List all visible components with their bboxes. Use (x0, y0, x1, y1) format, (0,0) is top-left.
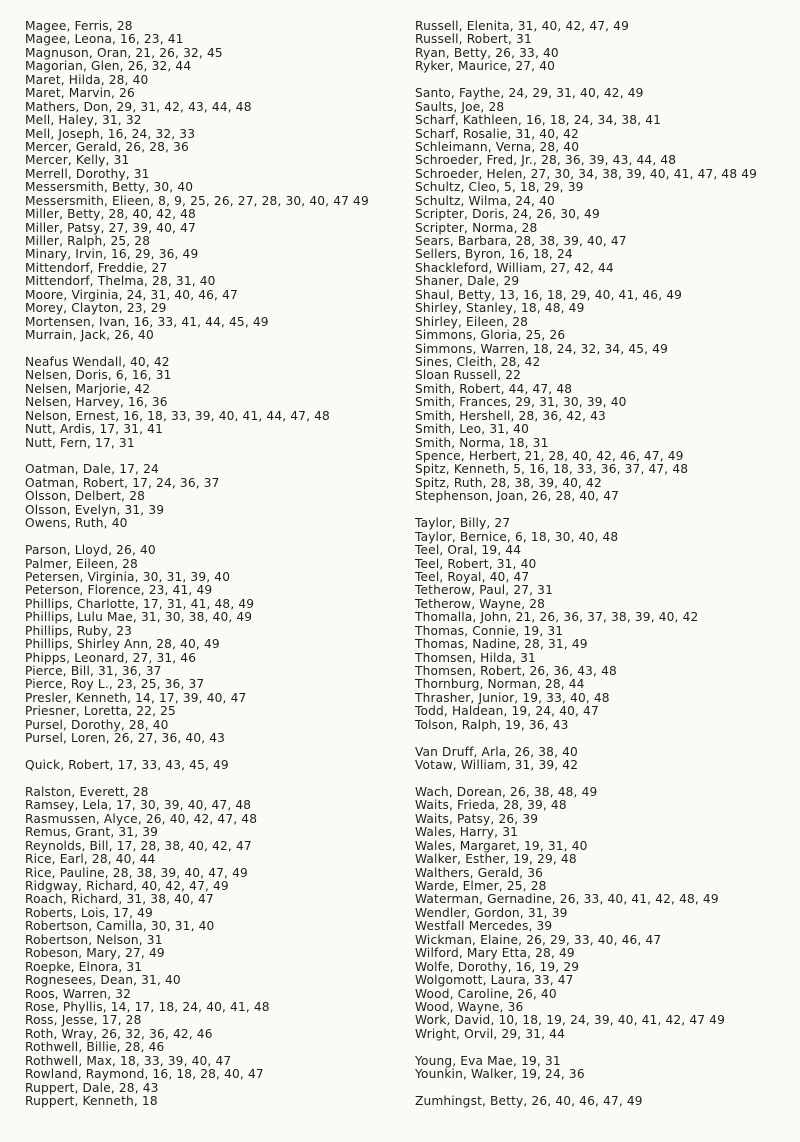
index-entry: Maret, Marvin, 26 (25, 86, 135, 101)
index-entry: Roth, Wray, 26, 32, 36, 42, 46 (25, 1026, 213, 1041)
index-entry: Olsson, Evelyn, 31, 39 (25, 502, 165, 517)
group-spacer (25, 531, 405, 544)
index-entry: Tetherow, Wayne, 28 (415, 596, 546, 611)
index-entry: Smith, Frances, 29, 31, 30, 39, 40 (415, 395, 627, 410)
index-entry: Neafus Wendall, 40, 42 (25, 354, 170, 369)
index-entry: Schultz, Cleo, 5, 18, 29, 39 (415, 180, 584, 195)
index-entry: Ridgway, Richard, 40, 42, 47, 49 (25, 879, 229, 893)
index-entry: Wright, Orvil, 29, 31, 44 (415, 1026, 565, 1041)
index-entry: Stephenson, Joan, 26, 28, 40, 47 (415, 489, 620, 504)
index-entry: Murrain, Jack, 26, 40 (25, 328, 154, 343)
index-entry: Presler, Kenneth, 14, 17, 39, 40, 47 (25, 690, 247, 705)
index-entry: Oatman, Robert, 17, 24, 36, 37 (25, 475, 220, 490)
index-entry: Taylor, Bernice, 6, 18, 30, 40, 48 (415, 529, 619, 544)
index-entry: Merrell, Dorothy, 31 (25, 166, 150, 181)
index-entry: Wales, Harry, 31 (415, 825, 519, 840)
index-entry: Spence, Herbert, 21, 28, 40, 42, 46, 47, 49 (415, 449, 684, 463)
index-entry: Nelsen, Marjorie, 42 (25, 381, 151, 396)
index-entry: Smith, Hershell, 28, 36, 42, 43 (415, 408, 606, 423)
index-entry: Scharf, Kathleen, 16, 18, 24, 34, 38, 41 (415, 113, 662, 128)
index-entry: Messersmith, Elieen, 8, 9, 25, 26, 27, 28, 30, 40, 47 49 (25, 193, 369, 208)
index-entry: Wolfe, Dorothy, 16, 19, 29 (415, 959, 580, 974)
index-entry: Thomsen, Hilda, 31 (415, 650, 536, 665)
index-entry: Mortensen, Ivan, 16, 33, 41, 44, 45, 49 (25, 314, 269, 329)
index-entry: Thomas, Connie, 19, 31 (415, 623, 564, 638)
index-entry: Taylor, Billy, 27 (415, 516, 511, 531)
index-entry: Waterman, Gernadine, 26, 33, 40, 41, 42, 48, 49 (415, 892, 719, 907)
index-entry: Thomsen, Robert, 26, 36, 43, 48 (415, 664, 617, 678)
index-entry: Moore, Virginia, 24, 31, 40, 46, 47 (25, 287, 238, 302)
index-entry: Magnuson, Oran, 21, 26, 32, 45 (25, 45, 223, 60)
index-entry: Wood, Wayne, 36 (415, 999, 524, 1014)
index-entry: Ryan, Betty, 26, 33, 40 (415, 45, 559, 60)
group-spacer (25, 746, 405, 759)
index-entry: Shirley, Stanley, 18, 48, 49 (415, 301, 585, 316)
index-entry: Pursel, Loren, 26, 27, 36, 40, 43 (25, 731, 226, 746)
index-entry: Reynolds, Bill, 17, 28, 38, 40, 42, 47 (25, 838, 252, 853)
index-entry: Russell, Elenita, 31, 40, 42, 47, 49 (415, 19, 629, 33)
index-entry: Ruppert, Dale, 28, 43 (25, 1080, 159, 1095)
index-entry: Wendler, Gordon, 31, 39 (415, 905, 568, 920)
index-entry: Waits, Patsy, 26, 39 (415, 811, 539, 826)
group-spacer (415, 1041, 795, 1054)
index-entry: Minary, Irvin, 16, 29, 36, 49 (25, 247, 199, 262)
index-entry: Work, David, 10, 18, 19, 24, 39, 40, 41, 42, 47 49 (415, 1013, 725, 1028)
index-entry: Quick, Robert, 17, 33, 43, 45, 49 (25, 758, 229, 773)
index-entry: Owens, Ruth, 40 (25, 516, 128, 531)
index-entry: Ramsey, Lela, 17, 30, 39, 40, 47, 48 (25, 798, 252, 813)
index-entry: Magee, Ferris, 28 (25, 19, 133, 33)
index-entry: Saults, Joe, 28 (415, 99, 505, 114)
index-entry: Phillips, Charlotte, 17, 31, 41, 48, 49 (25, 596, 255, 611)
index-entry: Young, Eva Mae, 19, 31 (415, 1053, 561, 1068)
index-entry: Rasmussen, Alyce, 26, 40, 42, 47, 48 (25, 811, 258, 826)
index-entry: Pierce, Roy L., 23, 25, 36, 37 (25, 677, 205, 692)
index-entry: Mittendorf, Thelma, 28, 31, 40 (25, 274, 216, 289)
index-entry: Robertson, Camilla, 30, 31, 40 (25, 919, 215, 934)
index-entry: Scripter, Norma, 28 (415, 220, 538, 235)
index-entry: Teel, Royal, 40, 47 (415, 569, 530, 584)
index-entry: Sloan Russell, 22 (415, 368, 522, 383)
index-entry: Smith, Norma, 18, 31 (415, 435, 549, 450)
index-entry: Robertson, Nelson, 31 (25, 932, 163, 947)
index-entry: Wood, Caroline, 26, 40 (415, 986, 557, 1001)
index-entry: Teel, Oral, 19, 44 (415, 543, 522, 558)
index-entry: Nutt, Fern, 17, 31 (25, 435, 135, 450)
index-entry: Nutt, Ardis, 17, 31, 41 (25, 422, 163, 437)
index-entry: Olsson, Delbert, 28 (25, 489, 146, 504)
index-entry: Votaw, William, 31, 39, 42 (415, 758, 579, 773)
index-entry: Wickman, Elaine, 26, 29, 33, 40, 46, 47 (415, 932, 662, 947)
index-entry: Waits, Frieda, 28, 39, 48 (415, 798, 567, 813)
index-entry: Van Druff, Arla, 26, 38, 40 (415, 744, 578, 759)
index-entry: Ross, Jesse, 17, 28 (25, 1013, 142, 1028)
index-entry: Rice, Pauline, 28, 38, 39, 40, 47, 49 (25, 865, 248, 880)
group-spacer (415, 74, 795, 87)
index-entry: Thornburg, Norman, 28, 44 (415, 677, 585, 692)
group-spacer (415, 773, 795, 786)
index-entry: Petersen, Virginia, 30, 31, 39, 40 (25, 569, 231, 584)
index-entry: Santo, Faythe, 24, 29, 31, 40, 42, 49 (415, 86, 644, 101)
index-entry: Ryker, Maurice, 27, 40 (415, 59, 556, 74)
index-entry: Walker, Esther, 19, 29, 48 (415, 852, 577, 867)
index-entry: Magee, Leona, 16, 23, 41 (25, 32, 184, 47)
group-spacer (415, 1082, 795, 1095)
index-entry: Peterson, Florence, 23, 41, 49 (25, 583, 213, 598)
index-entry: Sellers, Byron, 16, 18, 24 (415, 247, 573, 262)
index-entry: Miller, Patsy, 27, 39, 40, 47 (25, 220, 196, 235)
index-entry: Schroeder, Fred, Jr., 28, 36, 39, 43, 44, 48 (415, 153, 677, 168)
index-entry: Westfall Mercedes, 39 (415, 919, 553, 934)
index-entry: Smith, Robert, 44, 47, 48 (415, 381, 573, 396)
index-entry: Tolson, Ralph, 19, 36, 43 (415, 717, 569, 732)
index-entry: Palmer, Eileen, 28 (25, 556, 138, 571)
index-entry: Ruppert, Kenneth, 18 (25, 1094, 158, 1108)
index-entry: Shackleford, William, 27, 42, 44 (415, 260, 614, 275)
index-entry: Rice, Earl, 28, 40, 44 (25, 852, 156, 867)
index-entry: Phillips, Lulu Mae, 31, 30, 38, 40, 49 (25, 610, 253, 625)
index-entry: Priesner, Loretta, 22, 25 (25, 704, 176, 719)
index-entry: Wolgomott, Laura, 33, 47 (415, 973, 574, 988)
index-entry: Mell, Haley, 31, 32 (25, 113, 142, 128)
index-entry: Phillips, Shirley Ann, 28, 40, 49 (25, 637, 220, 652)
index-entry: Miller, Ralph, 25, 28 (25, 234, 151, 248)
index-entry: Shaner, Dale, 29 (415, 274, 520, 289)
index-entry: Todd, Haldean, 19, 24, 40, 47 (415, 704, 599, 719)
index-entry: Roach, Richard, 31, 38, 40, 47 (25, 892, 214, 907)
index-entry: Morey, Clayton, 23, 29 (25, 301, 167, 316)
index-entry: Thomas, Nadine, 28, 31, 49 (415, 637, 588, 652)
index-entry: Thrasher, Junior, 19, 33, 40, 48 (415, 690, 610, 705)
index-column-left (25, 20, 405, 1108)
index-entry: Walthers, Gerald, 36 (415, 865, 544, 880)
group-spacer (415, 504, 795, 517)
index-entry: Mercer, Kelly, 31 (25, 153, 130, 168)
index-entry: Mell, Joseph, 16, 24, 32, 33 (25, 126, 196, 141)
index-entry: Rothwell, Billie, 28, 46 (25, 1040, 165, 1055)
index-entry: Maret, Hilda, 28, 40 (25, 72, 149, 87)
index-entry: Rothwell, Max, 18, 33, 39, 40, 47 (25, 1053, 232, 1068)
index-entry: Ralston, Everett, 28 (25, 784, 149, 799)
index-entry: Shirley, Eileen, 28 (415, 314, 529, 329)
index-entry: Pierce, Bill, 31, 36, 37 (25, 664, 162, 678)
index-entry: Warde, Elmer, 25, 28 (415, 879, 547, 893)
index-entry: Zumhingst, Betty, 26, 40, 46, 47, 49 (415, 1094, 643, 1108)
index-entry: Wales, Margaret, 19, 31, 40 (415, 838, 588, 853)
index-entry: Wilford, Mary Etta, 28, 49 (415, 946, 575, 961)
index-entry: Tetherow, Paul, 27, 31 (415, 583, 553, 598)
index-entry: Scripter, Doris, 24, 26, 30, 49 (415, 207, 600, 222)
index-entry: Schultz, Wilma, 24, 40 (415, 193, 555, 208)
index-entry: Roepke, Elnora, 31 (25, 959, 143, 974)
index-entry: Smith, Leo, 31, 40 (415, 422, 529, 437)
index-entry: Nelson, Ernest, 16, 18, 33, 39, 40, 41, 44, 47, 48 (25, 408, 330, 423)
index-entry: Rose, Phyllis, 14, 17, 18, 24, 40, 41, 48 (25, 999, 270, 1014)
index-entry: Roos, Warren, 32 (25, 986, 132, 1001)
index-entry: Teel, Robert, 31, 40 (415, 556, 537, 571)
index-entry: Pursel, Dorothy, 28, 40 (25, 717, 169, 732)
index-entry: Messersmith, Betty, 30, 40 (25, 180, 194, 195)
index-entry: Nelsen, Harvey, 16, 36 (25, 395, 168, 410)
index-entry: Wach, Dorean, 26, 38, 48, 49 (415, 784, 598, 799)
index-entry: Shaul, Betty, 13, 16, 18, 29, 40, 41, 46, 49 (415, 287, 683, 302)
index-entry: Sears, Barbara, 28, 38, 39, 40, 47 (415, 234, 627, 248)
index-column-right (415, 20, 795, 1108)
index-entry: Nelsen, Doris, 6, 16, 31 (25, 368, 172, 383)
index-entry: Rowland, Raymond, 16, 18, 28, 40, 47 (25, 1067, 264, 1082)
index-entry: Phipps, Leonard, 27, 31, 46 (25, 650, 197, 665)
index-entry: Parson, Lloyd, 26, 40 (25, 543, 156, 558)
index-entry: Mittendorf, Freddie, 27 (25, 260, 168, 275)
group-spacer (25, 450, 405, 463)
index-entry: Mathers, Don, 29, 31, 42, 43, 44, 48 (25, 99, 252, 114)
index-entry: Sines, Cleith, 28, 42 (415, 354, 541, 369)
group-spacer (25, 773, 405, 786)
index-entry: Miller, Betty, 28, 40, 42, 48 (25, 207, 196, 222)
index-entry: Remus, Grant, 31, 39 (25, 825, 159, 840)
index-entry: Schleimann, Verna, 28, 40 (415, 139, 580, 154)
index-entry: Thomalla, John, 21, 26, 36, 37, 38, 39, 40, 42 (415, 610, 699, 625)
index-entry: Roberts, Lois, 17, 49 (25, 905, 153, 920)
index-entry: Spitz, Kenneth, 5, 16, 18, 33, 36, 37, 47, 48 (415, 462, 689, 477)
index-entry: Scharf, Rosalie, 31, 40, 42 (415, 126, 579, 141)
index-entry: Russell, Robert, 31 (415, 32, 532, 47)
index-entry: Simmons, Warren, 18, 24, 32, 34, 45, 49 (415, 341, 669, 356)
group-spacer (415, 732, 795, 745)
index-entry: Younkin, Walker, 19, 24, 36 (415, 1067, 585, 1082)
group-spacer (25, 343, 405, 356)
index-entry: Phillips, Ruby, 23 (25, 623, 133, 638)
index-entry: Oatman, Dale, 17, 24 (25, 462, 159, 477)
index-entry: Mercer, Gerald, 26, 28, 36 (25, 139, 189, 154)
index-entry: Spitz, Ruth, 28, 38, 39, 40, 42 (415, 475, 602, 490)
index-entry: Magorian, Glen, 26, 32, 44 (25, 59, 192, 74)
index-entry: Schroeder, Helen, 27, 30, 34, 38, 39, 40, 41, 47, 48 49 (415, 166, 758, 181)
index-entry: Robeson, Mary, 27, 49 (25, 946, 165, 961)
index-entry: Simmons, Gloria, 25, 26 (415, 328, 566, 343)
index-entry: Rognesees, Dean, 31, 40 (25, 973, 181, 988)
